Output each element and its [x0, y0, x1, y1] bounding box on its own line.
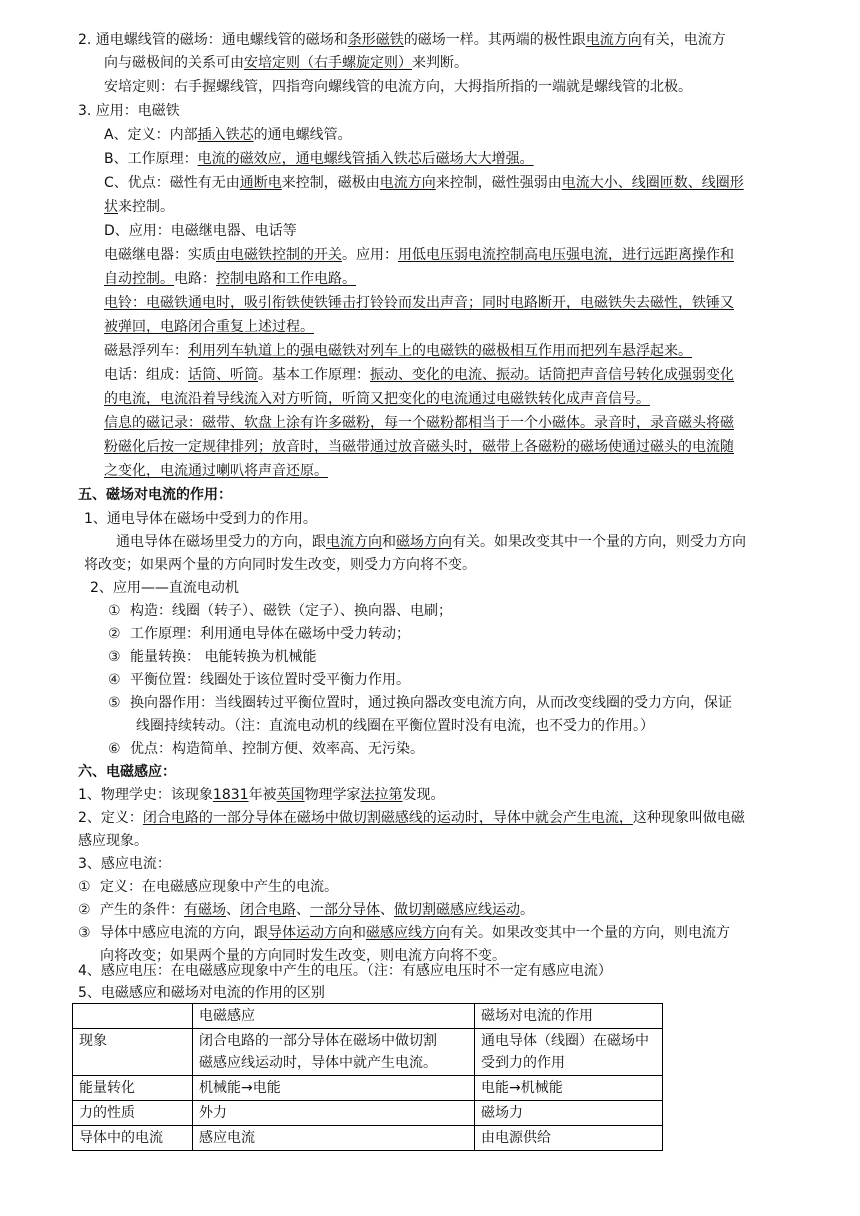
table-cell: 机械能→电能: [193, 1076, 475, 1101]
table-cell: 外力: [193, 1101, 475, 1126]
s3-title: 3. 应用：电磁铁: [78, 103, 180, 119]
table-header-cell: 电磁感应: [193, 1004, 475, 1029]
phone-line2: 的电流，电流沿着导线流入对方听筒，听筒又把变化的电流通过电磁铁转化成声音信号。: [104, 391, 650, 407]
s5-heading: 五、磁场对电流的作用：: [78, 487, 232, 503]
motor-item-4: ④ 平衡位置：线圈处于该位置时受平衡力作用。: [108, 672, 410, 688]
record-line2: 粉磁化后按一定规律排列；放音时，当磁带通过放音磁头时，磁带上各磁粉的磁场使通过磁头的电流随: [104, 439, 734, 455]
table-row-label: 现象: [73, 1029, 193, 1076]
maglev-line: 磁悬浮列车：利用列车轨道上的强电磁铁对列车上的电磁铁的磁极相互作用而把列车悬浮起来。: [104, 343, 692, 359]
table-row: [73, 1126, 663, 1151]
s2-line2: 向与磁极间的关系可由安培定则（右手螺旋定则）来判断。: [104, 55, 468, 71]
table-header-cell: 磁场对电流的作用: [475, 1004, 663, 1029]
comparison-table: [72, 1003, 663, 1151]
table-cell: 由电源供给: [475, 1126, 663, 1151]
s5-p4: 2、应用——直流电动机: [90, 580, 239, 596]
table-header-cell: [73, 1004, 193, 1029]
s6-history: 1、物理学史：该现象1831年被英国物理学家法拉第发现。: [78, 787, 445, 803]
relay-line2: 自动控制。电路：控制电路和工作电路。: [104, 271, 356, 287]
s3-applications: D、应用：电磁继电器、电话等: [104, 223, 297, 239]
induced-item-3: ③ 导体中感应电流的方向，跟导体运动方向和磁感应线方向有关。如果改变其中一个量的方向，则电流方: [78, 925, 730, 941]
table-header-row: [73, 1004, 663, 1029]
motor-item-6: ⑥ 优点：构造简单、控制方便、效率高、无污染。: [108, 741, 424, 757]
s6-heading: 六、电磁感应：: [78, 764, 176, 780]
s2-ampere-rule: 安培定则：右手握螺线管，四指弯向螺线管的电流方向，大拇指所指的一端就是螺线管的北极。: [104, 79, 692, 95]
s6-definition-2: 感应现象。: [78, 833, 148, 849]
induced-item-3-cont: 向将改变；如果两个量的方向同时发生改变，则电流方向将不变。: [100, 948, 506, 964]
record-line3: 之变化，电流通过喇叭将声音还原。: [104, 463, 328, 479]
motor-item-2: ② 工作原理：利用通电导体在磁场中受力转动；: [108, 626, 410, 642]
phone-line1: 电话：组成：话筒、听筒。基本工作原理：振动、变化的电流、振动。话筒把声音信号转化成强弱变化: [104, 367, 734, 383]
induced-item-2: ② 产生的条件：有磁场、闭合电路、一部分导体、做切割磁感应线运动。: [78, 902, 534, 918]
bell-line2: 被弹回，电路闭合重复上述过程。: [104, 319, 314, 335]
s3-advantages-1: C、优点：磁性有无由通断电来控制，磁极由电流方向来控制，磁性强弱由电流大小、线圈匝数、线圈形: [104, 175, 744, 191]
table-cell: 电能→机械能: [475, 1076, 663, 1101]
s5-p3: 将改变；如果两个量的方向同时发生改变，则受力方向将不变。: [84, 557, 476, 573]
record-line1: 信息的磁记录：磁带、软盘上涂有许多磁粉，每一个磁粉都相当于一个小磁体。录音时，录音磁头将磁: [104, 415, 734, 431]
relay-line1: 电磁继电器：实质由电磁铁控制的开关。应用：用低电压弱电流控制高电压强电流，进行远距离操作和: [104, 247, 734, 263]
table-row-label: 力的性质: [73, 1101, 193, 1126]
s6-induced-voltage: 4、感应电压：在电磁感应现象中产生的电压。（注：有感应电压时不一定有感应电流）: [78, 963, 612, 979]
s6-definition-1: 2、定义：闭合电路的一部分导体在磁场中做切割磁感线的运动时，导体中就会产生电流，这种现象叫做电磁: [78, 810, 745, 826]
s3-principle: B、工作原理：电流的磁效应，通电螺线管插入铁芯后磁场大大增强。: [104, 151, 534, 167]
table-row-label: 能量转化: [73, 1076, 193, 1101]
s3-definition: A、定义：内部插入铁芯的通电螺线管。: [104, 127, 352, 143]
s3-advantages-2: 状来控制。: [104, 199, 174, 215]
table-row: [73, 1076, 663, 1101]
table-cell: 通电导体（线圈）在磁场中 受到力的作用: [475, 1029, 663, 1076]
motor-item-5: ⑤ 换向器作用：当线圈转过平衡位置时，通过换向器改变电流方向，从而改变线圈的受力方向，保证: [108, 695, 732, 711]
table-cell: 闭合电路的一部分导体在磁场中做切割 磁感应线运动时，导体中就产生电流。: [193, 1029, 475, 1076]
motor-item-5-cont: 线圈持续转动。（注：直流电动机的线圈在平衡位置时没有电流，也不受力的作用。）: [136, 718, 654, 734]
s5-p2: 通电导体在磁场里受力的方向，跟电流方向和磁场方向有关。如果改变其中一个量的方向，则受力方向: [116, 534, 746, 550]
table-row: [73, 1029, 663, 1076]
s2-line1: 2. 通电螺线管的磁场：通电螺线管的磁场和条形磁铁的磁场一样。其两端的极性跟电流方向有关，电流方: [78, 32, 726, 48]
motor-item-1: ① 构造：线圈（转子）、磁铁（定子）、换向器、电刷；: [108, 603, 452, 619]
table-cell: 磁场力: [475, 1101, 663, 1126]
s6-induced-current: 3、感应电流：: [78, 856, 171, 872]
table-row: [73, 1101, 663, 1126]
motor-item-3: ③ 能量转换： 电能转换为机械能: [108, 649, 317, 665]
s6-comparison-title: 5、电磁感应和磁场对电流的作用的区别: [78, 985, 325, 1001]
table-cell: 感应电流: [193, 1126, 475, 1151]
s5-p1: 1、通电导体在磁场中受到力的作用。: [84, 511, 317, 527]
induced-item-1: ① 定义：在电磁感应现象中产生的电流。: [78, 879, 338, 895]
bell-line1: 电铃：电磁铁通电时，吸引衔铁使铁锤击打铃铃而发出声音；同时电路断开，电磁铁失去磁性，铁锤又: [104, 295, 734, 311]
table-row-label: 导体中的电流: [73, 1126, 193, 1151]
